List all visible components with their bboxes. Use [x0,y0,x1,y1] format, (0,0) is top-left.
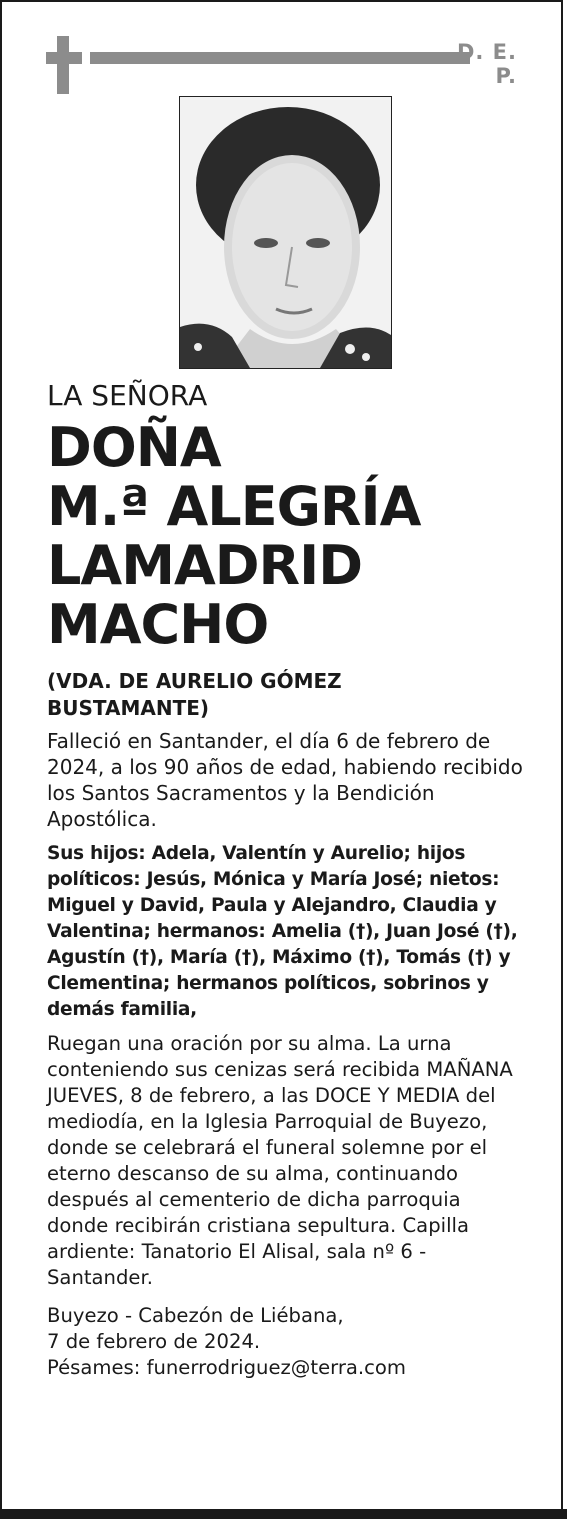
name-line: M.ª ALEGRÍA [47,475,421,538]
ceremony-details: Ruegan una oración por su alma. La urna conteniendo sus cenizas será recibida MAÑANA JUEVES, 8 de febrero, a las DOCE Y MEDIA del mediodía, en la Iglesia Parroquial de Buyezo, donde se celebrará el funeral solemne por el eterno descanso de su alma, continuando después al cementerio de dicha parroquia donde recibirán cristiana sepultura. Capilla ardiente: Tanatorio El Alisal, sala nº 6 - Santander. [47,1032,513,1289]
name-line: DOÑA [47,416,221,479]
widow-of [47,668,527,722]
condolences-email[interactable]: Pésames: funerrodriguez@terra.com [47,1356,406,1379]
footer-place: Buyezo - Cabezón de Liébana, [47,1304,344,1327]
obituary-text [47,378,527,1381]
deceased-name [47,418,527,654]
name-line: LAMADRID [47,534,363,597]
death-notice: Falleció en Santander, el día 6 de febrero de 2024, a los 90 años de edad, habiendo recibido los Santos Sacramentos y la Bendición Apostólica. [47,729,523,831]
footer-date: 7 de febrero de 2024. [47,1330,261,1353]
family-list: Sus hijos: Adela, Valentín y Aurelio; hijos políticos: Jesús, Mónica y María José; nietos: Miguel y David, Paula y Alejandro, Claudia y Valentina; hermanos: Amelia (†), Juan José (†), Agustín (†), María (†), Máximo (†), Tomás (†) y Clementina; hermanos políticos, sobrinos y demás familia, [47,843,518,1020]
cross-icon-arm [46,52,82,64]
widow-line: BUSTAMANTE) [47,696,210,720]
widow-line: (VDA. DE AURELIO GÓMEZ [47,669,342,693]
name-line: MACHO [47,593,269,656]
bottom-border [0,1509,567,1519]
dep-label: D. E. P. [456,40,517,88]
header-rule [90,52,470,64]
title-label: LA SEÑORA [47,379,208,412]
cross-icon [57,36,69,94]
header-bar [46,36,516,96]
footer [47,1303,527,1381]
portrait-photo [179,96,392,369]
